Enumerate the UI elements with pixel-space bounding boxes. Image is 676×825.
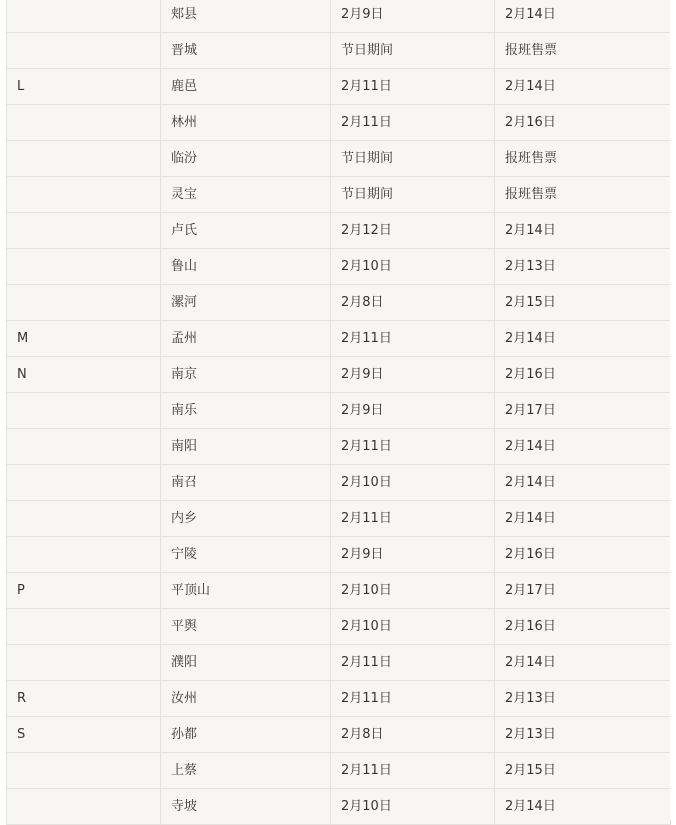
city-cell: 上蔡 — [161, 753, 331, 789]
start-date-cell: 2月9日 — [331, 537, 495, 573]
table-row — [7, 213, 671, 249]
letter-cell — [7, 393, 161, 429]
start-date-cell: 2月11日 — [331, 645, 495, 681]
letter-cell: N — [7, 357, 161, 393]
table-row — [7, 357, 671, 393]
city-cell: 卢氏 — [161, 213, 331, 249]
city-cell: 晋城 — [161, 33, 331, 69]
table-row — [7, 249, 671, 285]
start-date-cell: 2月12日 — [331, 213, 495, 249]
end-date-cell: 2月17日 — [495, 573, 671, 609]
city-cell: 灵宝 — [161, 177, 331, 213]
start-date-cell: 节日期间 — [331, 33, 495, 69]
letter-cell — [7, 33, 161, 69]
letter-cell — [7, 501, 161, 537]
table-row — [7, 177, 671, 213]
end-date-cell: 2月15日 — [495, 753, 671, 789]
table-row — [7, 537, 671, 573]
letter-cell — [7, 789, 161, 825]
end-date-cell: 2月14日 — [495, 465, 671, 501]
city-cell: 濮阳 — [161, 645, 331, 681]
end-date-cell: 报班售票 — [495, 177, 671, 213]
start-date-cell: 2月11日 — [331, 429, 495, 465]
city-cell: 平顶山 — [161, 573, 331, 609]
start-date-cell: 节日期间 — [331, 177, 495, 213]
start-date-cell: 2月11日 — [331, 753, 495, 789]
city-cell: 南召 — [161, 465, 331, 501]
end-date-cell: 2月14日 — [495, 645, 671, 681]
page-right-margin — [670, 0, 676, 820]
end-date-cell: 2月16日 — [495, 609, 671, 645]
end-date-cell: 2月14日 — [495, 0, 671, 33]
start-date-cell: 2月11日 — [331, 321, 495, 357]
start-date-cell: 2月11日 — [331, 501, 495, 537]
letter-cell — [7, 0, 161, 33]
end-date-cell: 报班售票 — [495, 33, 671, 69]
letter-cell — [7, 429, 161, 465]
table-row — [7, 609, 671, 645]
table-row — [7, 645, 671, 681]
end-date-cell: 2月13日 — [495, 717, 671, 753]
letter-cell — [7, 177, 161, 213]
table-row — [7, 501, 671, 537]
letter-cell — [7, 249, 161, 285]
start-date-cell: 2月10日 — [331, 609, 495, 645]
start-date-cell: 2月10日 — [331, 573, 495, 609]
table-row — [7, 321, 671, 357]
city-cell: 林州 — [161, 105, 331, 141]
city-cell: 寺坡 — [161, 789, 331, 825]
table-row — [7, 69, 671, 105]
city-cell: 宁陵 — [161, 537, 331, 573]
city-cell: 鲁山 — [161, 249, 331, 285]
city-cell: 郏县 — [161, 0, 331, 33]
table-row — [7, 105, 671, 141]
city-cell: 孙都 — [161, 717, 331, 753]
letter-cell — [7, 285, 161, 321]
end-date-cell: 2月13日 — [495, 681, 671, 717]
city-cell: 平舆 — [161, 609, 331, 645]
end-date-cell: 2月14日 — [495, 69, 671, 105]
start-date-cell: 2月8日 — [331, 285, 495, 321]
start-date-cell: 2月9日 — [331, 393, 495, 429]
table-row — [7, 717, 671, 753]
letter-cell: S — [7, 717, 161, 753]
start-date-cell: 节日期间 — [331, 141, 495, 177]
letter-cell: L — [7, 69, 161, 105]
start-date-cell: 2月9日 — [331, 0, 495, 33]
table-row — [7, 429, 671, 465]
city-cell: 南乐 — [161, 393, 331, 429]
start-date-cell: 2月9日 — [331, 357, 495, 393]
start-date-cell: 2月10日 — [331, 465, 495, 501]
table-row — [7, 141, 671, 177]
table-row — [7, 789, 671, 825]
schedule-table — [6, 0, 671, 825]
letter-cell — [7, 537, 161, 573]
table-row — [7, 393, 671, 429]
start-date-cell: 2月10日 — [331, 249, 495, 285]
table-row — [7, 285, 671, 321]
city-cell: 南阳 — [161, 429, 331, 465]
city-cell: 南京 — [161, 357, 331, 393]
table-row — [7, 465, 671, 501]
letter-cell — [7, 105, 161, 141]
letter-cell — [7, 465, 161, 501]
end-date-cell: 2月14日 — [495, 789, 671, 825]
city-cell: 孟州 — [161, 321, 331, 357]
schedule-table-body — [7, 0, 671, 825]
city-cell: 鹿邑 — [161, 69, 331, 105]
letter-cell — [7, 645, 161, 681]
table-row — [7, 681, 671, 717]
end-date-cell: 2月16日 — [495, 537, 671, 573]
end-date-cell: 2月16日 — [495, 105, 671, 141]
start-date-cell: 2月11日 — [331, 681, 495, 717]
city-cell: 临汾 — [161, 141, 331, 177]
end-date-cell: 2月14日 — [495, 213, 671, 249]
city-cell: 漯河 — [161, 285, 331, 321]
end-date-cell: 2月15日 — [495, 285, 671, 321]
letter-cell — [7, 753, 161, 789]
start-date-cell: 2月10日 — [331, 789, 495, 825]
start-date-cell: 2月11日 — [331, 105, 495, 141]
letter-cell — [7, 609, 161, 645]
end-date-cell: 2月14日 — [495, 501, 671, 537]
end-date-cell: 2月14日 — [495, 429, 671, 465]
end-date-cell: 2月13日 — [495, 249, 671, 285]
end-date-cell: 2月17日 — [495, 393, 671, 429]
city-cell: 内乡 — [161, 501, 331, 537]
city-cell: 汝州 — [161, 681, 331, 717]
letter-cell: M — [7, 321, 161, 357]
end-date-cell: 2月16日 — [495, 357, 671, 393]
schedule-table-container — [6, 0, 670, 825]
table-row — [7, 753, 671, 789]
table-row — [7, 573, 671, 609]
letter-cell — [7, 141, 161, 177]
table-row — [7, 33, 671, 69]
letter-cell: R — [7, 681, 161, 717]
letter-cell: P — [7, 573, 161, 609]
start-date-cell: 2月11日 — [331, 69, 495, 105]
table-row — [7, 0, 671, 33]
letter-cell — [7, 213, 161, 249]
end-date-cell: 2月14日 — [495, 321, 671, 357]
end-date-cell: 报班售票 — [495, 141, 671, 177]
start-date-cell: 2月8日 — [331, 717, 495, 753]
